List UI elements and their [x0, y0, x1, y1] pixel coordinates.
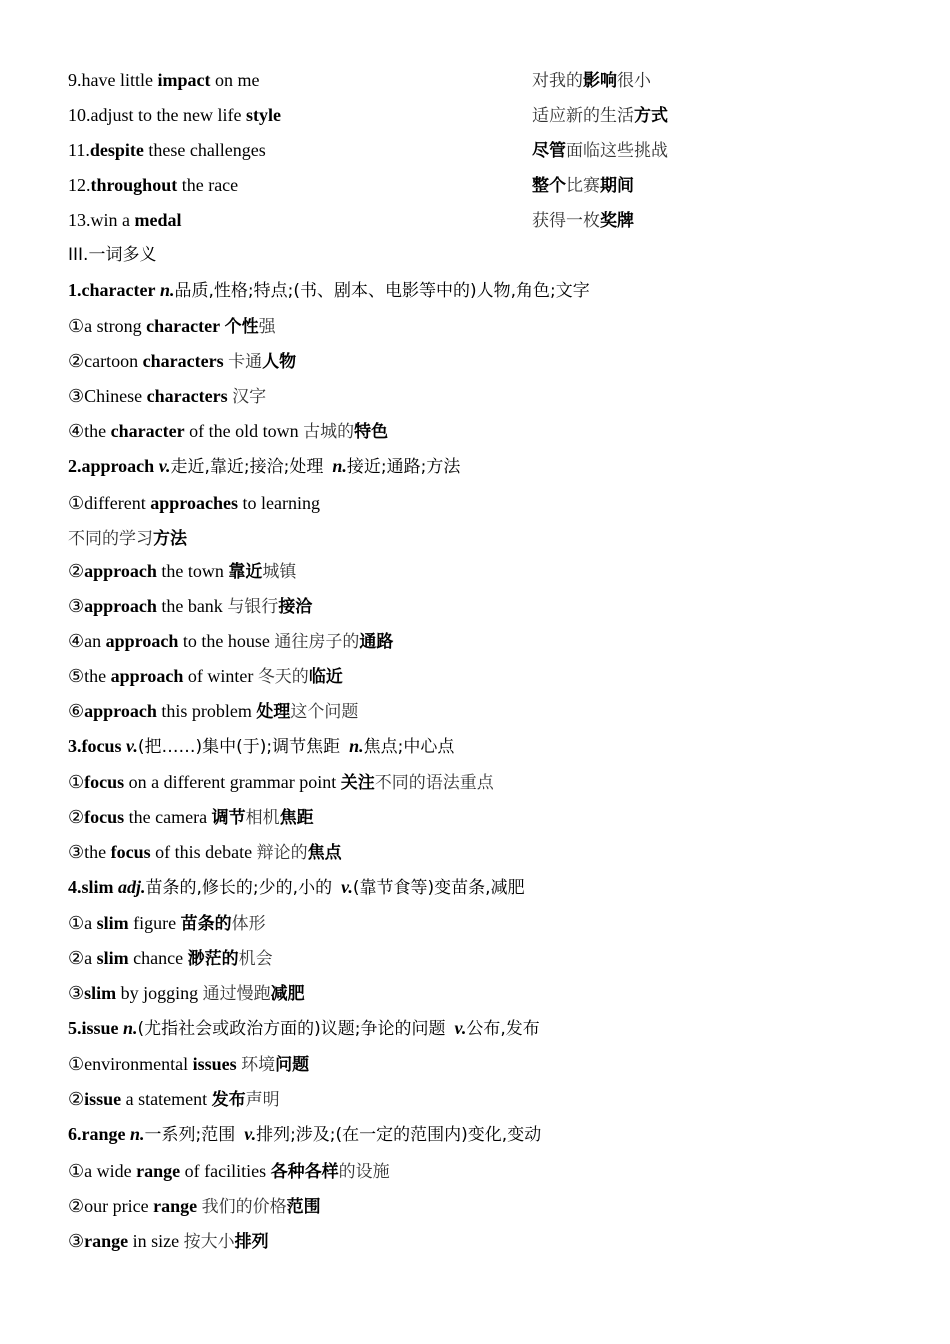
- example-marker: ③: [68, 1231, 85, 1251]
- entry-word: character: [81, 280, 156, 300]
- example-translation-key: 苗条的: [180, 914, 232, 934]
- example-marker: ②: [68, 807, 85, 827]
- example-line: [68, 1229, 269, 1254]
- example-translation-key: 焦点: [307, 843, 342, 863]
- example-text: our price: [84, 1196, 154, 1216]
- example-text: of the old town: [184, 421, 304, 441]
- phrase-text: on me: [210, 70, 260, 90]
- example-line: [68, 491, 320, 515]
- example-translation-key: 渺茫的: [187, 949, 239, 969]
- entry-definition: (尤指社会或政治方面的)议题;争论的问题: [137, 1019, 446, 1039]
- example-marker: ③: [68, 983, 85, 1003]
- example-text: this problem: [156, 701, 257, 721]
- example-keyword: slim: [96, 948, 129, 968]
- entry-definition: (把……)集中(于);调节焦距: [137, 737, 341, 757]
- example-translation: 强: [258, 317, 276, 337]
- phrase-translation-key: 整个: [532, 176, 566, 196]
- example-marker: ①: [68, 316, 85, 336]
- example-text: figure: [128, 913, 181, 933]
- example-translation: 不同的学习: [68, 529, 153, 549]
- phrase-translation: 面临这些挑战: [566, 141, 668, 161]
- example-marker: ①: [68, 913, 85, 933]
- example-text: a wide: [84, 1161, 137, 1181]
- example-keyword: range: [136, 1161, 181, 1181]
- part-of-speech: n.: [130, 1124, 145, 1144]
- example-line: [68, 1194, 321, 1219]
- example-translation-key: 方法: [153, 529, 187, 549]
- example-keyword: approach: [84, 701, 157, 721]
- example-text: the camera: [124, 807, 212, 827]
- example-keyword: range: [84, 1231, 129, 1251]
- example-text: by jogging: [116, 983, 203, 1003]
- example-marker: ③: [68, 842, 85, 862]
- example-keyword: approach: [84, 561, 157, 581]
- phrase-keyword: impact: [157, 70, 211, 90]
- example-text: of winter: [183, 666, 258, 686]
- phrase-translation: 适应新的生活: [532, 106, 634, 126]
- example-translation-key: 处理: [256, 702, 291, 722]
- example-keyword: issues: [192, 1054, 237, 1074]
- part-of-speech: adj.: [118, 877, 146, 897]
- part-of-speech: v.: [341, 877, 353, 897]
- example-marker: ③: [68, 386, 85, 406]
- entry-heading: [68, 734, 454, 759]
- example-line: [68, 526, 187, 551]
- example-keyword: approach: [105, 631, 179, 651]
- example-marker: ①: [68, 493, 85, 513]
- example-line: [68, 314, 276, 339]
- example-line: [68, 594, 312, 619]
- example-text: Chinese: [84, 386, 147, 406]
- part-of-speech: n.: [123, 1018, 138, 1038]
- entry-word: slim: [81, 877, 114, 897]
- phrase-number: 13.: [68, 210, 91, 230]
- example-keyword: approach: [110, 666, 184, 686]
- example-text: chance: [128, 948, 188, 968]
- phrase-translation-key: 方式: [634, 106, 668, 126]
- example-text: an: [84, 631, 106, 651]
- example-translation-key: 临近: [308, 667, 343, 687]
- example-translation: 冬天的: [257, 667, 309, 687]
- example-line: [68, 559, 296, 584]
- phrase-translation-key: 影响: [583, 71, 617, 91]
- example-translation-key: 靠近: [228, 562, 263, 582]
- example-line: [68, 1159, 390, 1184]
- example-marker: ⑤: [68, 666, 85, 686]
- example-keyword: issue: [84, 1089, 122, 1109]
- example-translation-key: 范围: [286, 1197, 321, 1217]
- phrase-keyword: throughout: [90, 175, 178, 195]
- part-of-speech: n.: [332, 456, 347, 476]
- phrase-row: [68, 103, 668, 127]
- example-translation: 汉字: [232, 387, 267, 407]
- phrase-translation: 对我的: [532, 71, 583, 91]
- part-of-speech: v.: [126, 736, 138, 756]
- example-text: the: [84, 842, 111, 862]
- example-translation: 辩论的: [256, 843, 308, 863]
- example-keyword: approach: [84, 596, 157, 616]
- phrase-translation-key: 期间: [600, 176, 634, 196]
- entry-definition: 接近;通路;方法: [346, 457, 461, 477]
- example-keyword: approaches: [150, 493, 238, 513]
- example-text: of this debate: [150, 842, 257, 862]
- example-keyword: character: [146, 316, 221, 336]
- example-translation: 环境: [241, 1055, 276, 1075]
- example-marker: ①: [68, 772, 85, 792]
- part-of-speech: n.: [159, 280, 175, 300]
- example-line: [68, 349, 296, 374]
- entry-heading: [68, 454, 460, 479]
- entry-definition: 走近,靠近;接洽;处理: [170, 457, 324, 477]
- part-of-speech: v.: [158, 456, 171, 476]
- example-translation: 不同的语法重点: [374, 773, 494, 793]
- example-marker: ②: [68, 1196, 85, 1216]
- example-translation: 卡通: [228, 352, 263, 372]
- phrase-text: adjust to the new life: [90, 105, 246, 125]
- phrase-row: [68, 173, 634, 197]
- entry-heading: [68, 1122, 541, 1147]
- example-translation: 通过慢跑: [202, 984, 271, 1004]
- phrase-translation-key: 尽管: [532, 141, 566, 161]
- example-text: the town: [156, 561, 229, 581]
- example-line: [68, 419, 388, 444]
- entry-number: 5.: [68, 1018, 82, 1038]
- phrase-number: 10.: [68, 105, 91, 125]
- example-text: a strong: [84, 316, 147, 336]
- entry-heading: [68, 1016, 540, 1041]
- example-translation: 古城的: [303, 422, 355, 442]
- example-translation-key: 个性: [224, 317, 259, 337]
- entry-definition: 一系列;范围: [144, 1125, 236, 1145]
- example-line: [68, 770, 494, 795]
- entry-definition: 公布,发布: [466, 1019, 540, 1039]
- example-translation-key: 特色: [354, 422, 389, 442]
- example-text: the: [84, 421, 111, 441]
- example-text: to the house: [178, 631, 275, 651]
- phrase-text: win a: [90, 210, 135, 230]
- example-text: cartoon: [84, 351, 143, 371]
- part-of-speech: n.: [349, 736, 364, 756]
- entry-definition: 排列;涉及;(在一定的范围内)变化,变动: [256, 1125, 542, 1145]
- example-text: a: [84, 913, 97, 933]
- example-marker: ①: [68, 1054, 85, 1074]
- example-line: [68, 805, 314, 830]
- example-keyword: character: [110, 421, 185, 441]
- entry-heading: [68, 278, 590, 303]
- phrase-keyword: style: [245, 105, 281, 125]
- example-line: [68, 1087, 280, 1112]
- example-translation-key: 各种各样: [270, 1162, 339, 1182]
- example-marker: ②: [68, 948, 85, 968]
- example-translation-key: 发布: [211, 1090, 246, 1110]
- example-marker: ④: [68, 631, 85, 651]
- example-keyword: slim: [96, 913, 129, 933]
- example-translation-key: 排列: [234, 1232, 269, 1252]
- part-of-speech: v.: [244, 1124, 257, 1144]
- phrase-text: these challenges: [143, 140, 266, 160]
- phrase-translation-key: 奖牌: [600, 211, 634, 231]
- example-line: [68, 699, 358, 724]
- example-marker: ②: [68, 351, 85, 371]
- entry-definition: (靠节食等)变苗条,减肥: [352, 878, 525, 898]
- example-translation: 与银行: [227, 597, 279, 617]
- entry-word: focus: [81, 736, 122, 756]
- phrase-text: the race: [177, 175, 239, 195]
- example-translation: 的设施: [338, 1162, 390, 1182]
- example-marker: ④: [68, 421, 85, 441]
- entry-number: 1.: [68, 280, 82, 300]
- phrase-number: 9.: [68, 70, 82, 90]
- phrase-number: 12.: [68, 175, 91, 195]
- entry-word: approach: [81, 456, 155, 476]
- part-of-speech: v.: [454, 1018, 467, 1038]
- entry-number: 6.: [68, 1124, 82, 1144]
- entry-word: issue: [81, 1018, 119, 1038]
- example-marker: ①: [68, 1161, 85, 1181]
- example-keyword: range: [153, 1196, 198, 1216]
- example-text: different: [84, 493, 151, 513]
- example-keyword: focus: [84, 807, 125, 827]
- phrase-translation: 很小: [617, 71, 651, 91]
- phrase-text: have little: [81, 70, 158, 90]
- example-line: [68, 946, 273, 971]
- phrase-row: [68, 138, 668, 162]
- example-translation-key: 通路: [359, 632, 394, 652]
- example-translation-key: 人物: [262, 352, 297, 372]
- example-marker: ③: [68, 596, 85, 616]
- example-translation: 机会: [238, 949, 273, 969]
- example-marker: ②: [68, 1089, 85, 1109]
- example-translation-key: 关注: [340, 773, 375, 793]
- example-marker: ②: [68, 561, 85, 581]
- example-translation-key: 接洽: [278, 597, 313, 617]
- phrase-row: [68, 208, 634, 232]
- entry-word: range: [81, 1124, 126, 1144]
- example-translation: 这个问题: [290, 702, 359, 722]
- example-translation-key: 调节: [211, 808, 246, 828]
- entry-definition: 焦点;中心点: [363, 737, 455, 757]
- example-translation: 通往房子的: [274, 632, 360, 652]
- phrase-translation: 获得一枚: [532, 211, 600, 231]
- entry-definition: 苗条的,修长的;少的,小的: [145, 878, 333, 898]
- example-translation-key: 问题: [275, 1055, 310, 1075]
- phrase-number: 11.: [68, 140, 90, 160]
- example-line: [68, 629, 393, 654]
- entry-number: 3.: [68, 736, 82, 756]
- phrase-translation: 比赛: [566, 176, 600, 196]
- example-keyword: characters: [146, 386, 228, 406]
- example-translation: 声明: [245, 1090, 280, 1110]
- example-text: on a different grammar point: [124, 772, 341, 792]
- example-text: the: [84, 666, 111, 686]
- section-title: III.一词多义: [68, 245, 157, 265]
- example-translation-key: 焦距: [279, 808, 314, 828]
- example-text: of facilities: [180, 1161, 271, 1181]
- example-line: [68, 1052, 309, 1077]
- phrase-row: [68, 68, 651, 92]
- example-translation: 城镇: [262, 562, 297, 582]
- example-keyword: focus: [110, 842, 151, 862]
- example-translation: 体形: [231, 914, 266, 934]
- entry-definition: 品质,性格;特点;(书、剧本、电影等中的)人物,角色;文字: [174, 281, 590, 301]
- example-translation-key: 减肥: [270, 984, 305, 1004]
- example-text: a: [84, 948, 97, 968]
- example-marker: ⑥: [68, 701, 85, 721]
- phrase-keyword: medal: [134, 210, 182, 230]
- example-line: [68, 981, 305, 1006]
- example-keyword: slim: [84, 983, 117, 1003]
- example-text: in size: [128, 1231, 184, 1251]
- example-line: [68, 911, 266, 936]
- example-text: the bank: [156, 596, 228, 616]
- example-text: environmental: [84, 1054, 193, 1074]
- example-translation: 相机: [245, 808, 280, 828]
- phrase-keyword: despite: [89, 140, 144, 160]
- example-translation: 我们的价格: [201, 1197, 287, 1217]
- example-keyword: characters: [142, 351, 224, 371]
- entry-number: 2.: [68, 456, 82, 476]
- example-line: [68, 840, 342, 865]
- example-translation: 按大小: [183, 1232, 235, 1252]
- example-text: to learning: [237, 493, 320, 513]
- entry-heading: [68, 875, 525, 900]
- example-line: [68, 384, 266, 409]
- example-keyword: focus: [84, 772, 125, 792]
- entry-number: 4.: [68, 877, 82, 897]
- example-text: a statement: [121, 1089, 212, 1109]
- example-line: [68, 664, 343, 689]
